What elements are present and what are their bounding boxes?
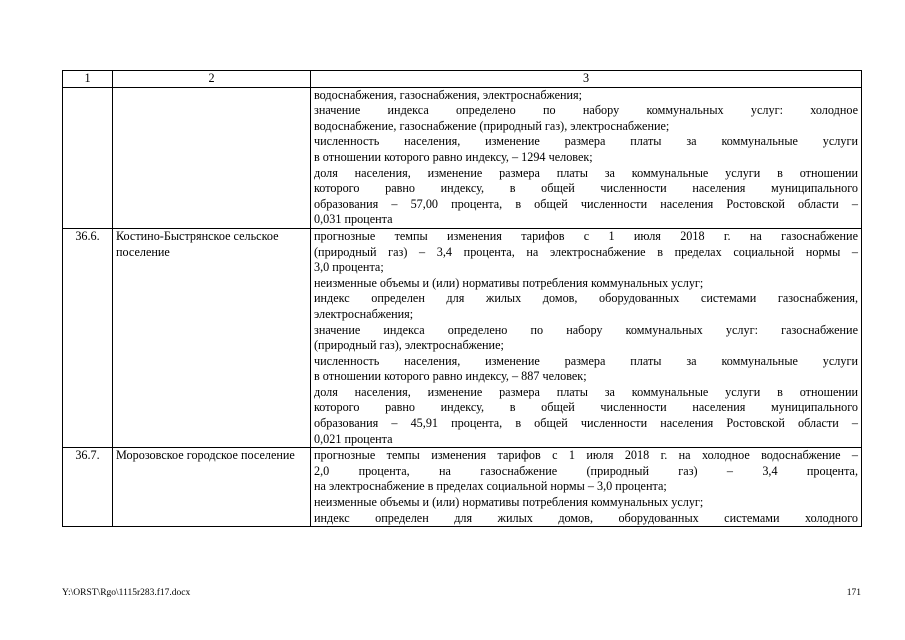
text-line: водоснабжения, газоснабжения, электроснабжения; [314, 87, 583, 102]
footer-file-path: Y:\ORST\Rgo\1115r283.f17.docx [62, 588, 191, 598]
table-row [63, 228, 862, 447]
text-line: (природный газ) – 3,4 процента, на электроснабжение в пределах социальной нормы – [314, 244, 858, 259]
text-line: в отношении которого равно индексу, – 1294 человек; [314, 149, 593, 164]
text-line: значение индекса определено по набору коммунальных услуг: газоснабжение [314, 322, 858, 337]
text-line: индекс определен для жилых домов, оборудованных системами газоснабжения, [314, 291, 858, 306]
description-cell [311, 228, 862, 447]
table-row [63, 87, 862, 228]
document-table [62, 70, 862, 527]
text-line: 2,0 процента, на газоснабжение (природный газ) – 3,4 процента, [314, 463, 858, 478]
text-line: численность населения, изменение размера платы за коммунальные услуги [314, 353, 858, 368]
text-line: в отношении которого равно индексу, – 887 человек; [314, 369, 587, 384]
text-line: прогнозные темпы изменения тарифов с 1 июля 2018 г. на газоснабжение [314, 228, 858, 243]
text-line: на электроснабжение в пределах социальной нормы – 3,0 процента; [314, 479, 667, 494]
text-line: 0,021 процента [314, 431, 393, 446]
text-line: доля населения, изменение размера платы за коммунальные услуги в отношении [314, 384, 858, 399]
text-line: водоснабжение, газоснабжение (природный газ), электроснабжение; [314, 118, 670, 133]
table-body [63, 87, 862, 527]
header-col-1: 1 [63, 71, 113, 88]
text-line: 0,031 процента [314, 212, 393, 227]
text-line: образования – 45,91 процента, в общей численности населения Ростовской области – [314, 416, 858, 431]
text-line: неизменные объемы и (или) нормативы потребления коммунальных услуг; [314, 275, 704, 290]
row-number-cell: 36.7. [63, 448, 113, 527]
text-line: которого равно индексу, в общей численности населения муниципального [314, 181, 858, 196]
text-line: значение индекса определено по набору коммунальных услуг: холодное [314, 103, 858, 118]
footer-page-number: 171 [846, 588, 861, 598]
description-cell [311, 87, 862, 228]
text-line: которого равно индексу, в общей численности населения муниципального [314, 400, 858, 415]
row-number-cell: 36.6. [63, 228, 113, 447]
text-line: электроснабжения; [314, 306, 414, 321]
municipality-name-cell: Костино-Быстрянское сельское поселение [113, 228, 311, 447]
text-line: индекс определен для жилых домов, оборудованных системами холодного [314, 510, 858, 525]
row-number-cell [63, 87, 113, 228]
text-line: неизменные объемы и (или) нормативы потребления коммунальных услуг; [314, 495, 704, 510]
municipality-name-cell [113, 87, 311, 228]
text-line: прогнозные темпы изменения тарифов с 1 июля 2018 г. на холодное водоснабжение – [314, 448, 858, 463]
text-line: 3,0 процента; [314, 260, 384, 275]
municipality-name-cell: Морозовское городское поселение [113, 448, 311, 527]
text-line: (природный газ), электроснабжение; [314, 338, 504, 353]
header-col-2: 2 [113, 71, 311, 88]
text-line: численность населения, изменение размера платы за коммунальные услуги [314, 134, 858, 149]
text-line: образования – 57,00 процента, в общей численности населения Ростовской области – [314, 196, 858, 211]
description-cell [311, 448, 862, 527]
header-col-3: 3 [311, 71, 862, 88]
text-line: доля населения, изменение размера платы за коммунальные услуги в отношении [314, 165, 858, 180]
table-row [63, 448, 862, 527]
header-row [63, 71, 862, 88]
